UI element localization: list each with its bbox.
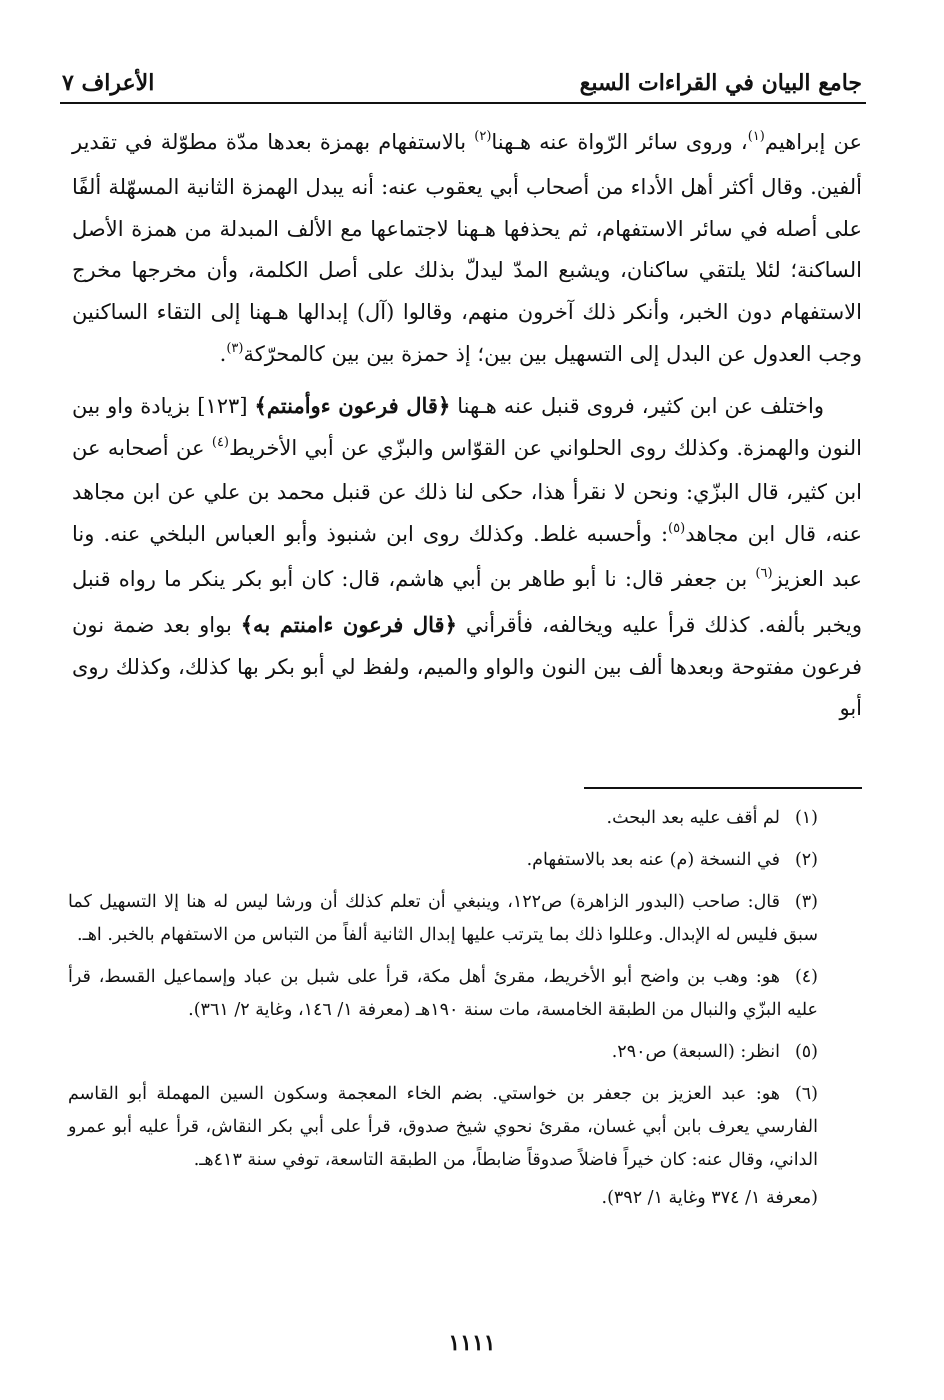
text-run: واختلف عن ابن كثير، فروى قنبل عنه هـهنا <box>450 393 824 418</box>
page-number: ١١١١ <box>448 1330 496 1356</box>
book-title: جامع البيان في القراءات السبع <box>579 70 862 96</box>
footnote-number: (٢) <box>794 850 818 870</box>
footnote-text: لم أقف عليه بعد البحث. <box>606 808 780 828</box>
footnote-ref-4: (٤) <box>211 434 229 450</box>
footnote-1 <box>68 802 818 835</box>
footnote-text: في النسخة (م) عنه بعد بالاستفهام. <box>526 850 780 870</box>
footnote-separator <box>584 787 862 789</box>
header-rule <box>60 102 866 104</box>
footnote-ref-1: (١) <box>747 129 765 144</box>
footnote-number: (٤) <box>794 967 818 987</box>
footnote-text: قال: صاحب (البدور الزاهرة) ص١٢٢، وينبغي أن تعلم كذلك أن ورشا ليس له هنا إلا التسهيل كما سبق فليس له الإبدال. وعللوا ذلك بما يترتب عليها إبدال الثانية ألفاً من التباس من الاستفهام بالخبر. اهـ. <box>68 892 818 945</box>
quran-quote-2: ﴿قال فرعون ءامنتم به﴾ <box>240 611 457 637</box>
footnote-6-continuation: (معرفة ١/ ٣٧٤ وغاية ١/ ٣٩٢). <box>601 1188 818 1208</box>
footnote-number: (٥) <box>794 1042 818 1062</box>
paragraph-2 <box>72 385 862 730</box>
footnote-number: (٦) <box>794 1084 818 1104</box>
footnote-text: هو: وهب بن واضح أبو الأخريط، مقرئ أهل مكة، قرأ على شبل بن عباد وإسماعيل القسط، قرأ عليه البزّي والنبال من الطبقة الخامسة، مات سنة ١٩٠هـ (معرفة ١/ ١٤٦، وغاية ٢/ ٣٦١). <box>68 967 818 1020</box>
footnote-3 <box>68 886 818 952</box>
text-run: بالاستفهام بهمزة بعدها مدّة مطوّلة في تقدير ألفين. وقال أكثر أهل الأداء من أصحاب أبي يعقوب عنه: أنه يبدل الهمزة الثانية المسهّلة ألفًا على أصله في سائر الاستفهام، ثم يحذفها هـهنا لاجتماعها مع الألف المبدلة من همزة الأصل الساكنة؛ لئلا يلتقي ساكنان، ويشبع المدّ ليدلّ بذلك على أصل الكلمة، وأن مخرجها مخرج الاستفهام دون الخبر، وأنكر ذلك آخرون منهم، وقالوا (آل) إبدالها هـهنا إلى التقاء الساكنين وجب العدول عن البدل إلى التسهيل بين بين؛ إذ حمزة بين بين كالمحرّكة <box>72 130 862 366</box>
footnote-5 <box>68 1036 818 1069</box>
footnote-ref-6: (٦) <box>755 565 773 581</box>
text-run: بواو بعد ضمة نون فرعون مفتوحة وبعدها ألف بين النون والواو والميم، ولفظ لي أبو بكر بها كذلك، وكذلك روى أبو <box>72 612 862 721</box>
footnote-4 <box>68 961 818 1027</box>
quran-quote-1: ﴿قال فرعون ءوأمنتم﴾ <box>254 392 451 418</box>
footnotes <box>68 802 818 1224</box>
footnote-2 <box>68 844 818 877</box>
footnote-text: هو: عبد العزيز بن جعفر بن خواستي. بضم الخاء المعجمة وسكون السين المهملة أبو القاسم الفارسي يعرف بابن أبي غسان، مقرئ نحوي شيخ صدوق، قرأ على أبي بكر النقاش، قرأ عليه أبو عمرو الداني، وقال عنه: كان خيراً فاضلاً صدوقاً ضابطاً، من الطبقة التاسعة، توفي سنة ٤١٣هـ. <box>68 1084 818 1170</box>
running-header <box>62 62 862 96</box>
footnote-text: انظر: (السبعة) ص٢٩٠. <box>611 1042 780 1062</box>
footnote-number: (٣) <box>794 892 818 912</box>
footnote-ref-3: (٣) <box>226 340 244 356</box>
section-title: الأعراف ٧ <box>62 70 155 96</box>
text-run: عن إبراهيم <box>764 130 862 154</box>
main-text <box>72 122 862 730</box>
text-run: [١٢٣] بزيادة واو بين النون والهمزة. وكذلك روى الحلواني عن القوّاس والبزّي عن أبي الأخريط <box>72 393 862 460</box>
text-run: عن أصحابه عن ابن كثير، قال البزّي: ونحن لا نقرأ هذا، حكى لنا ذلك عن قنبل محمد بن علي عن ابن مجاهد عنه، قال ابن مجاهد <box>72 435 862 547</box>
footnote-number: (١) <box>794 808 818 828</box>
text-run: . <box>219 341 227 366</box>
footnote-ref-2: (٢) <box>474 129 492 144</box>
footnote-ref-5: (٥) <box>668 521 686 537</box>
paragraph-1 <box>72 122 862 379</box>
text-run: ، وروى سائر الرّواة عنه هـهنا <box>491 130 748 154</box>
text-run: بن جعفر قال: نا أبو طاهر بن أبي هاشم، قال: كان أبو بكر ينكر ما رواه قنبل ويخبر بألفه. كذلك قرأ عليه ويخالفه، فأقرأني <box>72 566 863 637</box>
footnote-6 <box>68 1078 818 1177</box>
text-run: : وأحسبه غلط. وكذلك روى ابن شنبوذ وأبو العباس البلخي عنه. ونا عبد العزيز <box>72 522 862 591</box>
